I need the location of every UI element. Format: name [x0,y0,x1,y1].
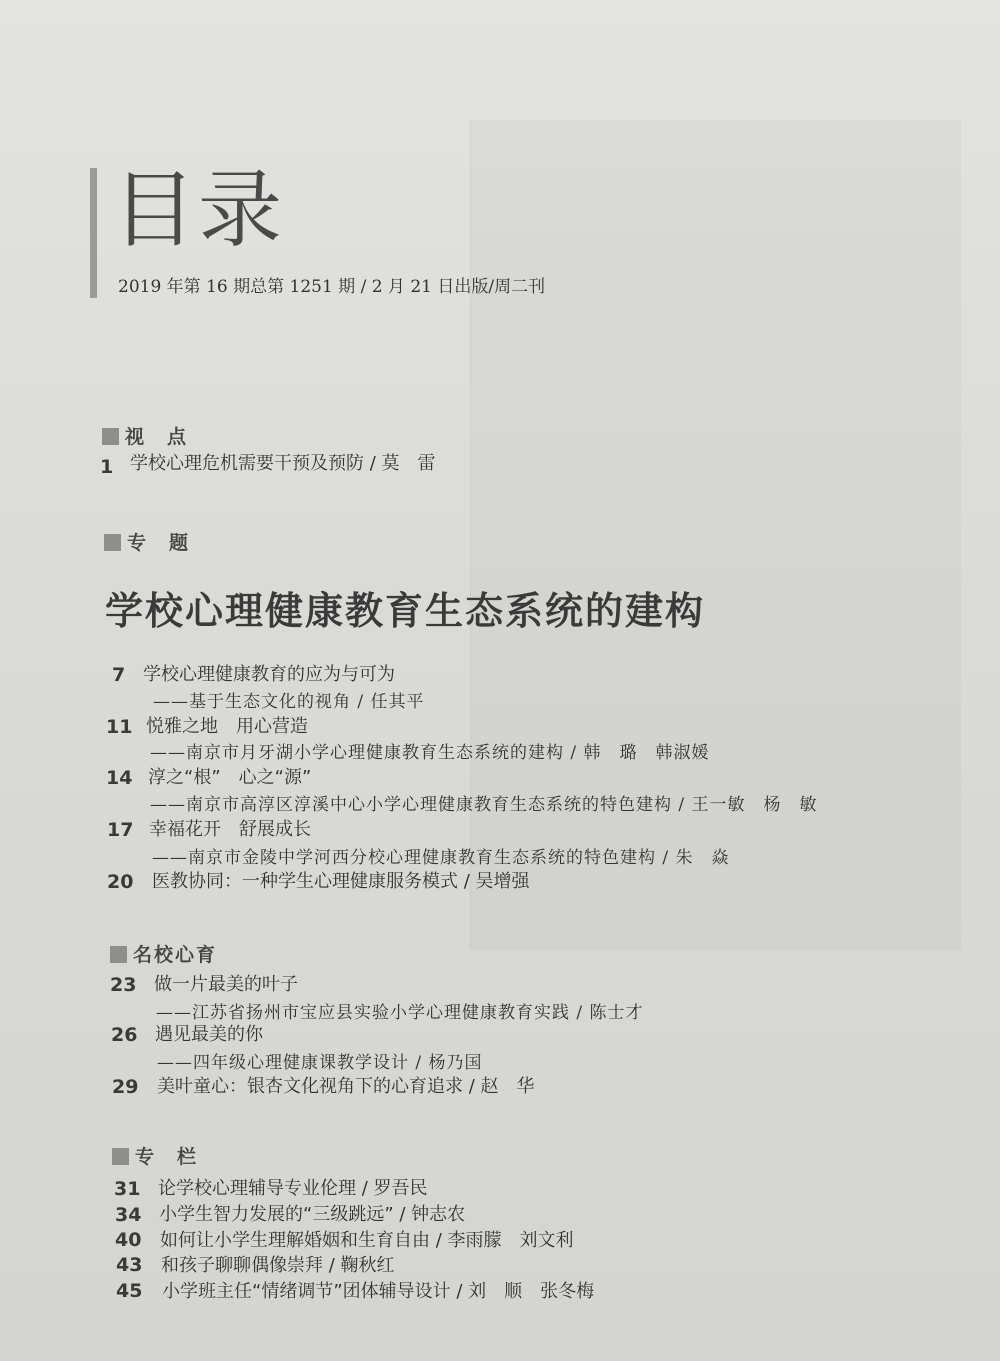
toc-entry-subtitle: ——江苏省扬州市宝应县实验小学心理健康教育实践 / 陈士才 [156,1003,644,1023]
page-number: 11 [106,716,133,738]
page-number: 34 [115,1204,142,1226]
page-number: 26 [111,1024,138,1046]
page-number: 17 [107,819,134,841]
section-column [112,1142,198,1169]
section-topic [104,528,190,555]
toc-entry-title: 小学班主任“情绪调节”团体辅导设计 / 刘 顺 张冬梅 [162,1281,595,1302]
page-number: 14 [106,767,133,789]
toc-entry-title: 小学生智力发展的“三级跳远” / 钟志农 [159,1204,466,1225]
bleed-through-shadow [470,120,961,950]
toc-entry-title: 论学校心理辅导专业伦理 / 罗吾民 [158,1178,428,1199]
page-number: 1 [100,456,114,478]
issue-info: 2019 年第 16 期总第 1251 期 / 2 月 21 日出版/周二刊 [118,277,546,297]
section-marker-icon [110,946,127,963]
page-number: 29 [112,1076,139,1098]
toc-entry-title: 如何让小学生理解婚姻和生育自由 / 李雨朦 刘文利 [160,1230,574,1251]
title-accent-bar [90,168,97,298]
toc-entry-subtitle: ——南京市高淳区淳溪中心小学心理健康教育生态系统的特色建构 / 王一敏 杨 敏 [150,795,818,815]
toc-entry-title: 学校心理健康教育的应为与可为 [143,664,395,685]
page-number: 40 [115,1229,142,1251]
section-label: 视 点 [125,426,189,448]
page-number: 31 [114,1178,141,1200]
section-marker-icon [112,1148,129,1165]
page-number: 43 [116,1254,143,1276]
page-number: 23 [110,974,137,996]
feature-title: 学校心理健康教育生态系统的建构 [105,589,706,633]
toc-entry-title: 医教协同：一种学生心理健康服务模式 / 吴增强 [152,871,530,892]
toc-entry-title: 美叶童心：银杏文化视角下的心育追求 / 赵 华 [157,1076,535,1097]
toc-entry-title: 遇见最美的你 [155,1024,263,1045]
section-marker-icon [104,534,121,551]
section-label: 名校心育 [133,944,218,966]
page-number: 7 [112,664,126,686]
section-marker-icon [102,428,119,445]
toc-entry-subtitle: ——基于生态文化的视角 / 任其平 [153,692,425,712]
toc-entry-subtitle: ——南京市月牙湖小学心理健康教育生态系统的建构 / 韩 璐 韩淑媛 [150,743,710,763]
toc-entry-title: 和孩子聊聊偶像崇拜 / 鞠秋红 [161,1255,395,1276]
page-number: 20 [107,871,134,893]
section-label: 专 题 [127,532,191,554]
toc-entry-title: 幸福花开 舒展成长 [149,819,311,840]
toc-entry-title: 学校心理危机需要干预及预防 / 莫 雷 [130,453,436,474]
section-famous-school [110,940,217,967]
toc-entry-subtitle: ——四年级心理健康课教学设计 / 杨乃国 [157,1053,483,1073]
toc-entry-subtitle: ——南京市金陵中学河西分校心理健康教育生态系统的特色建构 / 朱 焱 [152,848,730,868]
toc-entry-title: 淳之“根” 心之“源” [148,767,312,788]
section-viewpoint [102,422,188,449]
toc-entry-title: 做一片最美的叶子 [154,974,298,995]
toc-entry-title: 悦雅之地 用心营造 [146,716,308,737]
page-number: 45 [116,1280,143,1302]
section-label: 专 栏 [135,1146,199,1168]
page-title: 目录 [112,161,285,259]
